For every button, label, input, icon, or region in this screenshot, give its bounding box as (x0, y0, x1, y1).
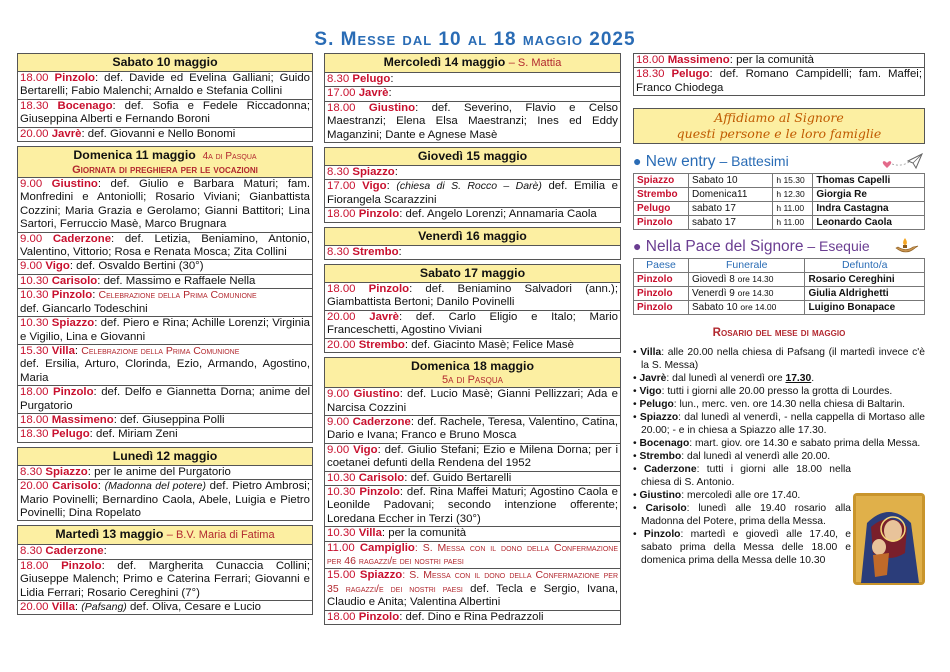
mass-entry: 8.30 Spiazzo: per le anime del Purgatorio (18, 466, 312, 480)
cell-date: Giovedì 8 ore 14.30 (689, 273, 805, 287)
column-right (633, 53, 925, 567)
cell-name: Leonardo Caola (813, 216, 925, 230)
mass-entry: 18.30 Pelugo: def. Miriam Zeni (20, 428, 178, 441)
cell-place: Spiazzo (634, 174, 689, 188)
cell-place: Pinzolo (634, 301, 689, 315)
cell-place: Pinzolo (634, 273, 689, 287)
mass-entry: 9.00 Giustino: def. Giulio e Barbara Maturi; fam. Monfredini e Antoniolli; Rosario Viviani; Gianbattista Cozzini; Maria Grazia e Gerolamo; Gianni Battitori; Lina Sartori, Ferruccio Masè, Marco Brugnara (18, 178, 312, 233)
cell-name: Luigino Bonapace (805, 301, 925, 315)
day-header: Lunedì 12 maggio (18, 448, 312, 466)
cell-name: Rosario Cereghini (805, 273, 925, 287)
col-header-paese: Paese (634, 259, 689, 273)
affidiamo-banner: Affidiamo al Signore questi persone e le loro famiglie (633, 108, 925, 144)
mass-entry: 15.30 Villa: Celebrazione della Prima Comunione def. Ersilia, Arturo, Clorinda, Ezio, Armando, Agostino, Maria (18, 345, 312, 386)
day-header: Sabato 17 maggio (325, 265, 620, 283)
day-header: Sabato 10 maggio (18, 54, 312, 72)
rosario-item: • Strembo: dal lunedì al venerdì alle 20.00. (633, 450, 851, 463)
cell-date: sabato 17 (689, 202, 773, 216)
cell-place: Strembo (634, 188, 689, 202)
mass-entry: 9.00 Giustino: def. Lucio Masè; Gianni Pellizzari; Ada e Narcisa Cozzini (325, 388, 620, 416)
day-tuesday-13 (17, 525, 313, 615)
day-header: Venerdì 16 maggio (325, 228, 620, 246)
cell-date: Sabato 10 (689, 174, 773, 188)
battesimo-row (634, 216, 925, 230)
column-left (17, 53, 313, 619)
battesimo-row (634, 174, 925, 188)
esequie-row (634, 287, 925, 301)
page-title: S. Messe dal 10 al 18 maggio 2025 (314, 29, 636, 50)
day-header: Domenica 18 maggio 5a di Pasqua (325, 358, 620, 388)
column-middle (324, 53, 621, 629)
col-header-defunto: Defunto/a (805, 259, 925, 273)
cell-date: Sabato 10 ore 14.00 (689, 301, 805, 315)
rosario-item: • Pinzolo: martedì e giovedì alle 17.40, e sabato prima della Messa delle 18.00 e domenica prima della Messa delle 10.30 (633, 528, 851, 567)
mass-entry: 9.00 Vigo: def. Giulio Stefani; Ezio e Milena Dorna; per i coetanei defunti della Rendena del 1952 (325, 444, 620, 472)
cell-name: Giulia Aldrighetti (805, 287, 925, 301)
cell-name: Indra Castagna (813, 202, 925, 216)
mass-entry: 8.30 Spiazzo: (325, 166, 620, 180)
rosario-item: • Vigo: tutti i giorni alle 20.00 presso la grotta di Lourdes. (633, 385, 925, 398)
day-friday-16 (324, 227, 621, 260)
day-monday-12 (17, 447, 313, 522)
cell-hour: h 15.30 (773, 174, 813, 188)
rosario-item: • Spiazzo: dal lunedì al venerdì, - nella cappella di Mortaso alle 20.00; - e in chiesa a Spiazzo alle 17.30. (633, 411, 925, 437)
day-saturday-17 (324, 264, 621, 353)
day-sunday-11 (17, 146, 313, 443)
mass-entry: 18.00 Massimeno: def. Giuseppina Polli (18, 414, 312, 428)
cell-hour: h 11.00 (773, 202, 813, 216)
rosario-item: • Giustino: mercoledì alle ore 17.40. (633, 489, 851, 502)
mass-entry: 10.30 Pinzolo: def. Rina Maffei Maturi; Agostino Caola e Leonilde Padovani; secondo intenzione offerente; Loredana Eccher in Terzi (30°) (325, 486, 620, 527)
mass-entry: 20.00 Javrè: def. Giovanni e Nello Bonomi (20, 127, 236, 140)
mass-entry: 20.00 Javrè: def. Carlo Eligio e Italo; Mario Franceschetti, Agostino Viviani (325, 311, 620, 339)
mass-entry: 9.00 Caderzone: def. Rachele, Teresa, Valentino, Catina, Dario e Ivana; Franco e Bruno Mosca (325, 416, 620, 444)
battesimo-row (634, 188, 925, 202)
mass-entry: 18.30 Pelugo: def. Romano Campidelli; fam. Maffei; Franco Chiodega (636, 68, 922, 94)
col-header-funerale: Funerale (689, 259, 805, 273)
esequie-title: ● Nella Pace del Signore – Esequie (633, 238, 925, 258)
mass-entry: 20.00 Villa: (Pafsang) def. Oliva, Cesare e Lucio (20, 601, 262, 613)
mass-entry: 17.00 Javrè: (325, 87, 620, 101)
mass-entry: 17.00 Vigo: (chiesa di S. Rocco – Darè) def. Emilia e Fiorangela Scarazzini (325, 180, 620, 208)
mass-entry: 10.30 Carisolo: def. Massimo e Raffaele Nella (18, 275, 312, 289)
mass-entry: 10.30 Pinzolo: Celebrazione della Prima Comunione def. Giancarlo Todeschini (18, 289, 312, 317)
mass-entry: 10.30 Spiazzo: def. Piero e Rina; Achille Lorenzi; Virginia e Vigilio, Lina e Giovanni (18, 317, 312, 345)
cell-date: Venerdì 9 ore 14.30 (689, 287, 805, 301)
oil-lamp-icon (893, 236, 919, 256)
day-sunday-18-cont (633, 53, 925, 96)
cell-place: Pinzolo (634, 216, 689, 230)
rosario-item: • Bocenago: mart. giov. ore 14.30 e sabato prima della Messa. (633, 437, 925, 450)
mass-entry: 9.00 Caderzone: def. Letizia, Beniamino, Antonio, Valentino, Vittorio; Rosa e Renata Mosca; Zita Collini (18, 233, 312, 261)
mass-entry: 18.00 Pinzolo: def. Beniamino Salvadori (ann.); Giambattista Bertoni; Danilo Povinelli (325, 283, 620, 311)
day-header: Mercoledì 14 maggio – S. Mattia (325, 54, 620, 73)
cell-date: sabato 17 (689, 216, 773, 230)
mass-entry: 18.00 Pinzolo: def. Davide ed Evelina Galliani; Guido Bertarelli; Fabio Malenchi; Arnaldo e Stefania Collini (18, 72, 312, 100)
day-header: Martedì 13 maggio – B.V. Maria di Fatima (18, 526, 312, 545)
battesimi-table (633, 173, 925, 230)
cell-name: Giorgia Re (813, 188, 925, 202)
esequie-row (634, 301, 925, 315)
rosario-title: Rosario del mese di maggio (712, 327, 846, 340)
cell-hour: h 11.00 (773, 216, 813, 230)
cell-date: Domenica11 (689, 188, 773, 202)
mass-entry: 18.00 Pinzolo: def. Margherita Cunaccia Collini; Giuseppe Malench; Primo e Caterina Ferrari; Giovanni e Lidia Ferrari; Rosario Cereghini (7°) (18, 560, 312, 601)
esequie-row (634, 273, 925, 287)
battesimi-title: ● New entry – Battesimi (633, 153, 925, 173)
mass-entry: 18.30 Bocenago: def. Sofia e Fedele Riccadonna; Giuseppina Alberti e Fernando Boroni (18, 100, 312, 128)
mass-entry: 8.30 Pelugo: (325, 73, 620, 87)
day-header: Giovedì 15 maggio (325, 148, 620, 166)
mass-entry: 18.00 Pinzolo: def. Dino e Rina Pedrazzoli (327, 610, 544, 623)
mass-entry: 18.00 Massimeno: per la comunità (634, 54, 924, 68)
day-sunday-18 (324, 357, 621, 625)
heart-paper-plane-icon (881, 153, 923, 171)
day-header: Domenica 11 maggio 4a di Pasqua Giornata di preghiera per le vocazioni (18, 147, 312, 178)
rosario-item: • Carisolo: lunedì alle 19.40 rosario alla Madonna del Potere, prima della Messa. (633, 502, 851, 528)
mass-entry: 9.00 Vigo: def. Osvaldo Bertini (30°) (18, 260, 312, 274)
mass-entry: 8.30 Caderzone: (18, 545, 312, 559)
mass-entry: 18.00 Pinzolo: def. Delfo e Giannetta Dorna; anime del Purgatorio (18, 386, 312, 414)
rosario-item: • Javrè: dal lunedì al venerdì ore 17.30. (633, 372, 925, 385)
rosario-item: • Pelugo: lun., merc. ven. ore 14.30 nella chiesa di Baltarin. (633, 398, 925, 411)
day-thursday-15 (324, 147, 621, 223)
cell-hour: h 12.30 (773, 188, 813, 202)
rosario-item: • Villa: alle 20.00 nella chiesa di Pafsang (il martedì invece c'è la S. Messa) (633, 346, 925, 372)
rosario-item: • Caderzone: tutti i giorni alle 18.00 nella chiesa di S. Antonio. (633, 463, 851, 489)
mass-entry: 11.00 Campiglio: S. Messa con il dono della Confermazione per 46 ragazzi/e dei nostri paesi (325, 542, 620, 570)
mass-entry: 20.00 Strembo: def. Giacinto Masè; Felice Masè (327, 338, 574, 351)
madonna-icon-image (853, 493, 925, 585)
battesimo-row (634, 202, 925, 216)
mass-entry: 10.30 Villa: per la comunità (325, 527, 620, 541)
day-saturday-10 (17, 53, 313, 142)
cell-name: Thomas Capelli (813, 174, 925, 188)
mass-entry: 15.00 Spiazzo: S. Messa con il dono della Confermazione per 35 ragazzi/e dei nostri paesi def. Tecla e Sergio, Ivana, Claudio e Anita; Valentina Albertini (325, 569, 620, 610)
cell-place: Pelugo (634, 202, 689, 216)
mass-entry: 18.00 Giustino: def. Severino, Flavio e Celso Maestranzi; Elena Elsa Maestranzi; Ines ed Eddy Maganzini; Dante e Agnese Masè (327, 101, 618, 141)
mass-entry: 10.30 Carisolo: def. Guido Bertarelli (325, 472, 620, 486)
esequie-table (633, 258, 925, 315)
mass-entry: 18.00 Pinzolo: def. Angelo Lorenzi; Annamaria Caola (327, 208, 597, 221)
mass-entry: 20.00 Carisolo: (Madonna del potere) def. Pietro Ambrosi; Mario Povinelli; Bernardino Caola, Abele, Luigia e Pietro Povinelli; Dina Ropelato (20, 480, 310, 519)
day-wednesday-14 (324, 53, 621, 143)
mass-entry: 8.30 Strembo: (327, 245, 402, 258)
cell-place: Pinzolo (634, 287, 689, 301)
